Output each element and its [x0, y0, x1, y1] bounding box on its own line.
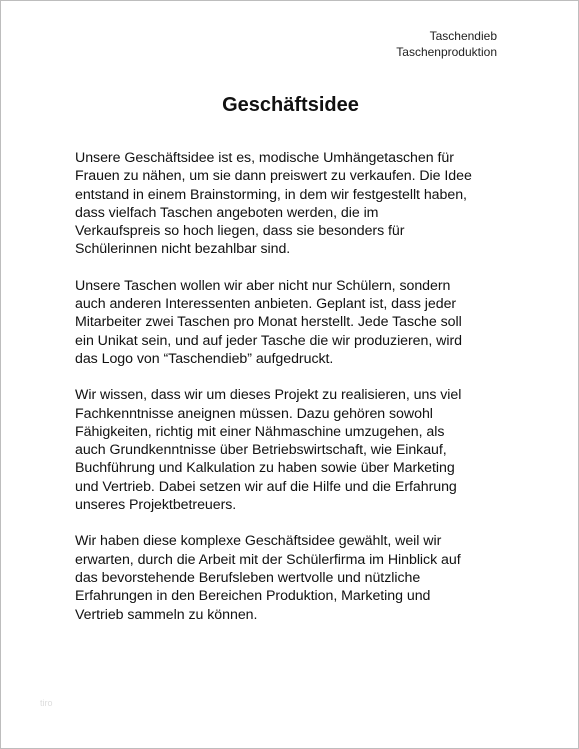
text-line: ein Unikat sein, und auf jeder Tasche die wir produzieren, wird: [75, 332, 462, 349]
paragraph-4: [75, 532, 515, 623]
text-line: das bevorstehende Berufsleben wertvolle und nützliche: [75, 569, 421, 586]
paragraph-1: [75, 149, 515, 259]
text-line: Erfahrungen in den Bereichen Produktion, Marketing und: [75, 588, 431, 605]
text-line: und Vertrieb. Dabei setzen wir auf die Hilfe und die Erfahrung: [75, 478, 457, 495]
text-line: auch Grundkenntnisse über Betriebswirtschaft, wie Einkauf,: [75, 442, 447, 459]
paragraph-3: [75, 386, 515, 514]
text-line: Fähigkeiten, richtig mit einer Nähmaschine umzugehen, als: [75, 423, 445, 440]
text-line: Verkaufspreis so hoch liegen, dass sie besonders für: [75, 223, 405, 240]
text-line: Vertrieb sammeln zu können.: [75, 606, 258, 623]
text-line: Schülerinnen nicht bezahlbar sind.: [75, 241, 291, 258]
document-title: Geschäftsidee: [222, 94, 359, 116]
text-line: das Logo von “Taschendieb” aufgedruckt.: [75, 350, 334, 367]
document-body: [75, 149, 515, 642]
text-line: unseres Projektbetreuers.: [75, 497, 237, 514]
text-line: Mitarbeiter zwei Taschen pro Monat herstellt. Jede Tasche soll: [75, 314, 462, 331]
text-line: Wir wissen, dass wir um dieses Projekt zu realisieren, uns viel: [75, 387, 462, 404]
text-line: Unsere Taschen wollen wir aber nicht nur Schülern, sondern: [75, 277, 451, 294]
text-line: entstand in einem Brainstorming, in dem wir festgestellt haben,: [75, 186, 467, 203]
header-company-name: Taschendieb: [429, 29, 497, 43]
text-line: Wir haben diese komplexe Geschäftsidee gewählt, weil wir: [75, 533, 442, 550]
watermark: tiro: [40, 698, 53, 708]
text-line: auch anderen Interessenten anbieten. Geplant ist, dass jeder: [75, 296, 457, 313]
text-line: Fachkenntnisse aneignen müssen. Dazu gehören sowohl: [75, 405, 433, 422]
text-line: Buchführung und Kalkulation zu haben sowie über Marketing: [75, 460, 455, 477]
header-department: Taschenproduktion: [396, 45, 497, 59]
text-line: Frauen zu nähen, um sie dann preiswert zu verkaufen. Die Idee: [75, 168, 472, 185]
text-line: Unsere Geschäftsidee ist es, modische Umhängetaschen für: [75, 150, 454, 166]
text-line: dass vielfach Taschen angeboten werden, die im: [75, 204, 379, 221]
text-line: erwarten, durch die Arbeit mit der Schülerfirma im Hinblick auf: [75, 551, 461, 568]
paragraph-2: [75, 277, 515, 368]
document-header: [396, 28, 497, 60]
